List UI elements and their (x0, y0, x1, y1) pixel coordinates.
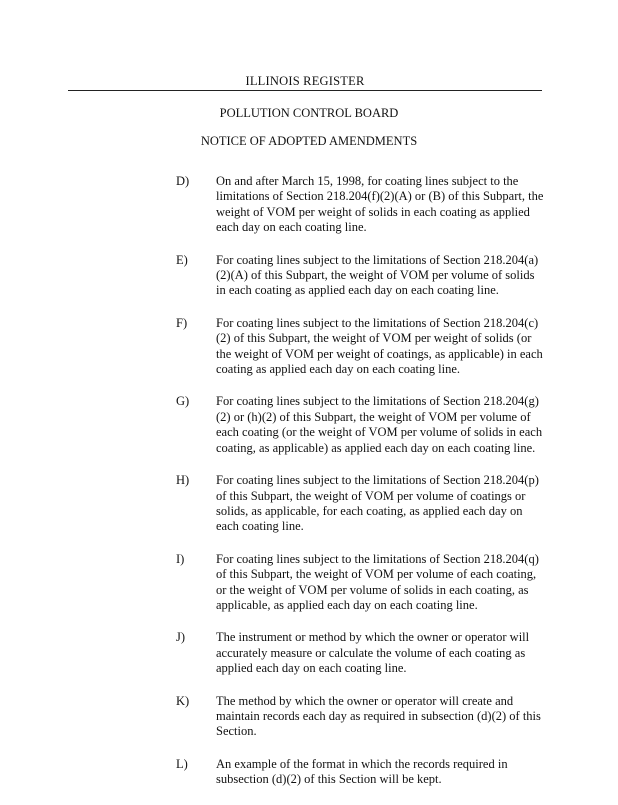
item-letter: J) (176, 630, 186, 645)
list-item-g (176, 394, 556, 456)
page-header (68, 74, 542, 91)
item-text: An example of the format in which the records required in subsection (d)(2) of this Section will be kept. (216, 756, 508, 787)
item-letter: E) (176, 252, 188, 267)
item-letter: L) (176, 756, 188, 771)
item-letter: K) (176, 693, 190, 708)
list-item-l (176, 757, 556, 788)
item-text: For coating lines subject to the limitations of Section 218.204(g)(2) or (h)(2) of this Subpart, the weight of VOM per volume of each coating (or the weight of VOM per volume of solids in each coating, as applicable) as applied each day on each coating line. (216, 394, 543, 455)
list-item-e (176, 253, 556, 299)
item-text: For coating lines subject to the limitations of Section 218.204(q) of this Subpart, the weight of VOM per volume of each coating, or the weight of VOM per volume of solids in each coating, as applicable, as applied each day on each coating line. (216, 551, 539, 612)
list-item-d (176, 174, 556, 236)
list-item-j (176, 630, 556, 676)
item-letter: G) (176, 394, 190, 409)
register-title: ILLINOIS REGISTER (245, 74, 365, 88)
item-text: For coating lines subject to the limitations of Section 218.204(c)(2) of this Subpart, the weight of VOM per weight of solids (or the weight of VOM per weight of coatings, as applicable) in each coating as applied each day on each coating line. (216, 315, 543, 377)
list-item-f (176, 316, 556, 378)
item-text: The method by which the owner or operator will create and maintain records each day as required in subsection (d)(2) of this Section. (216, 693, 541, 739)
item-letter: I) (176, 551, 185, 566)
item-text: On and after March 15, 1998, for coating lines subject to the limitations of Section 218.204(f)(2)(A) or (B) of this Subpart, the weight of VOM per weight of solids in each coating as applied each day on each coating line. (216, 174, 544, 235)
amendment-items (176, 174, 556, 805)
item-text: For coating lines subject to the limitations of Section 218.204(a)(2)(A) of this Subpart, the weight of VOM per volume of solids in each coating as applied each day on each coating line. (216, 252, 539, 298)
item-text: For coating lines subject to the limitations of Section 218.204(p) of this Subpart, the weight of VOM per volume of coatings or solids, as applicable, for each coating, as applied each day on each coating line. (216, 473, 539, 534)
item-letter: F) (176, 315, 188, 330)
agency-name: POLLUTION CONTROL BOARD (219, 106, 399, 120)
list-item-k (176, 694, 556, 740)
list-item-i (176, 552, 556, 614)
item-text: The instrument or method by which the owner or operator will accurately measure or calculate the volume of each coating as applied each day on each coating line. (216, 630, 530, 676)
notice-title: NOTICE OF ADOPTED AMENDMENTS (200, 134, 418, 148)
item-letter: H) (176, 473, 190, 488)
list-item-h (176, 473, 556, 535)
item-letter: D) (176, 174, 190, 188)
